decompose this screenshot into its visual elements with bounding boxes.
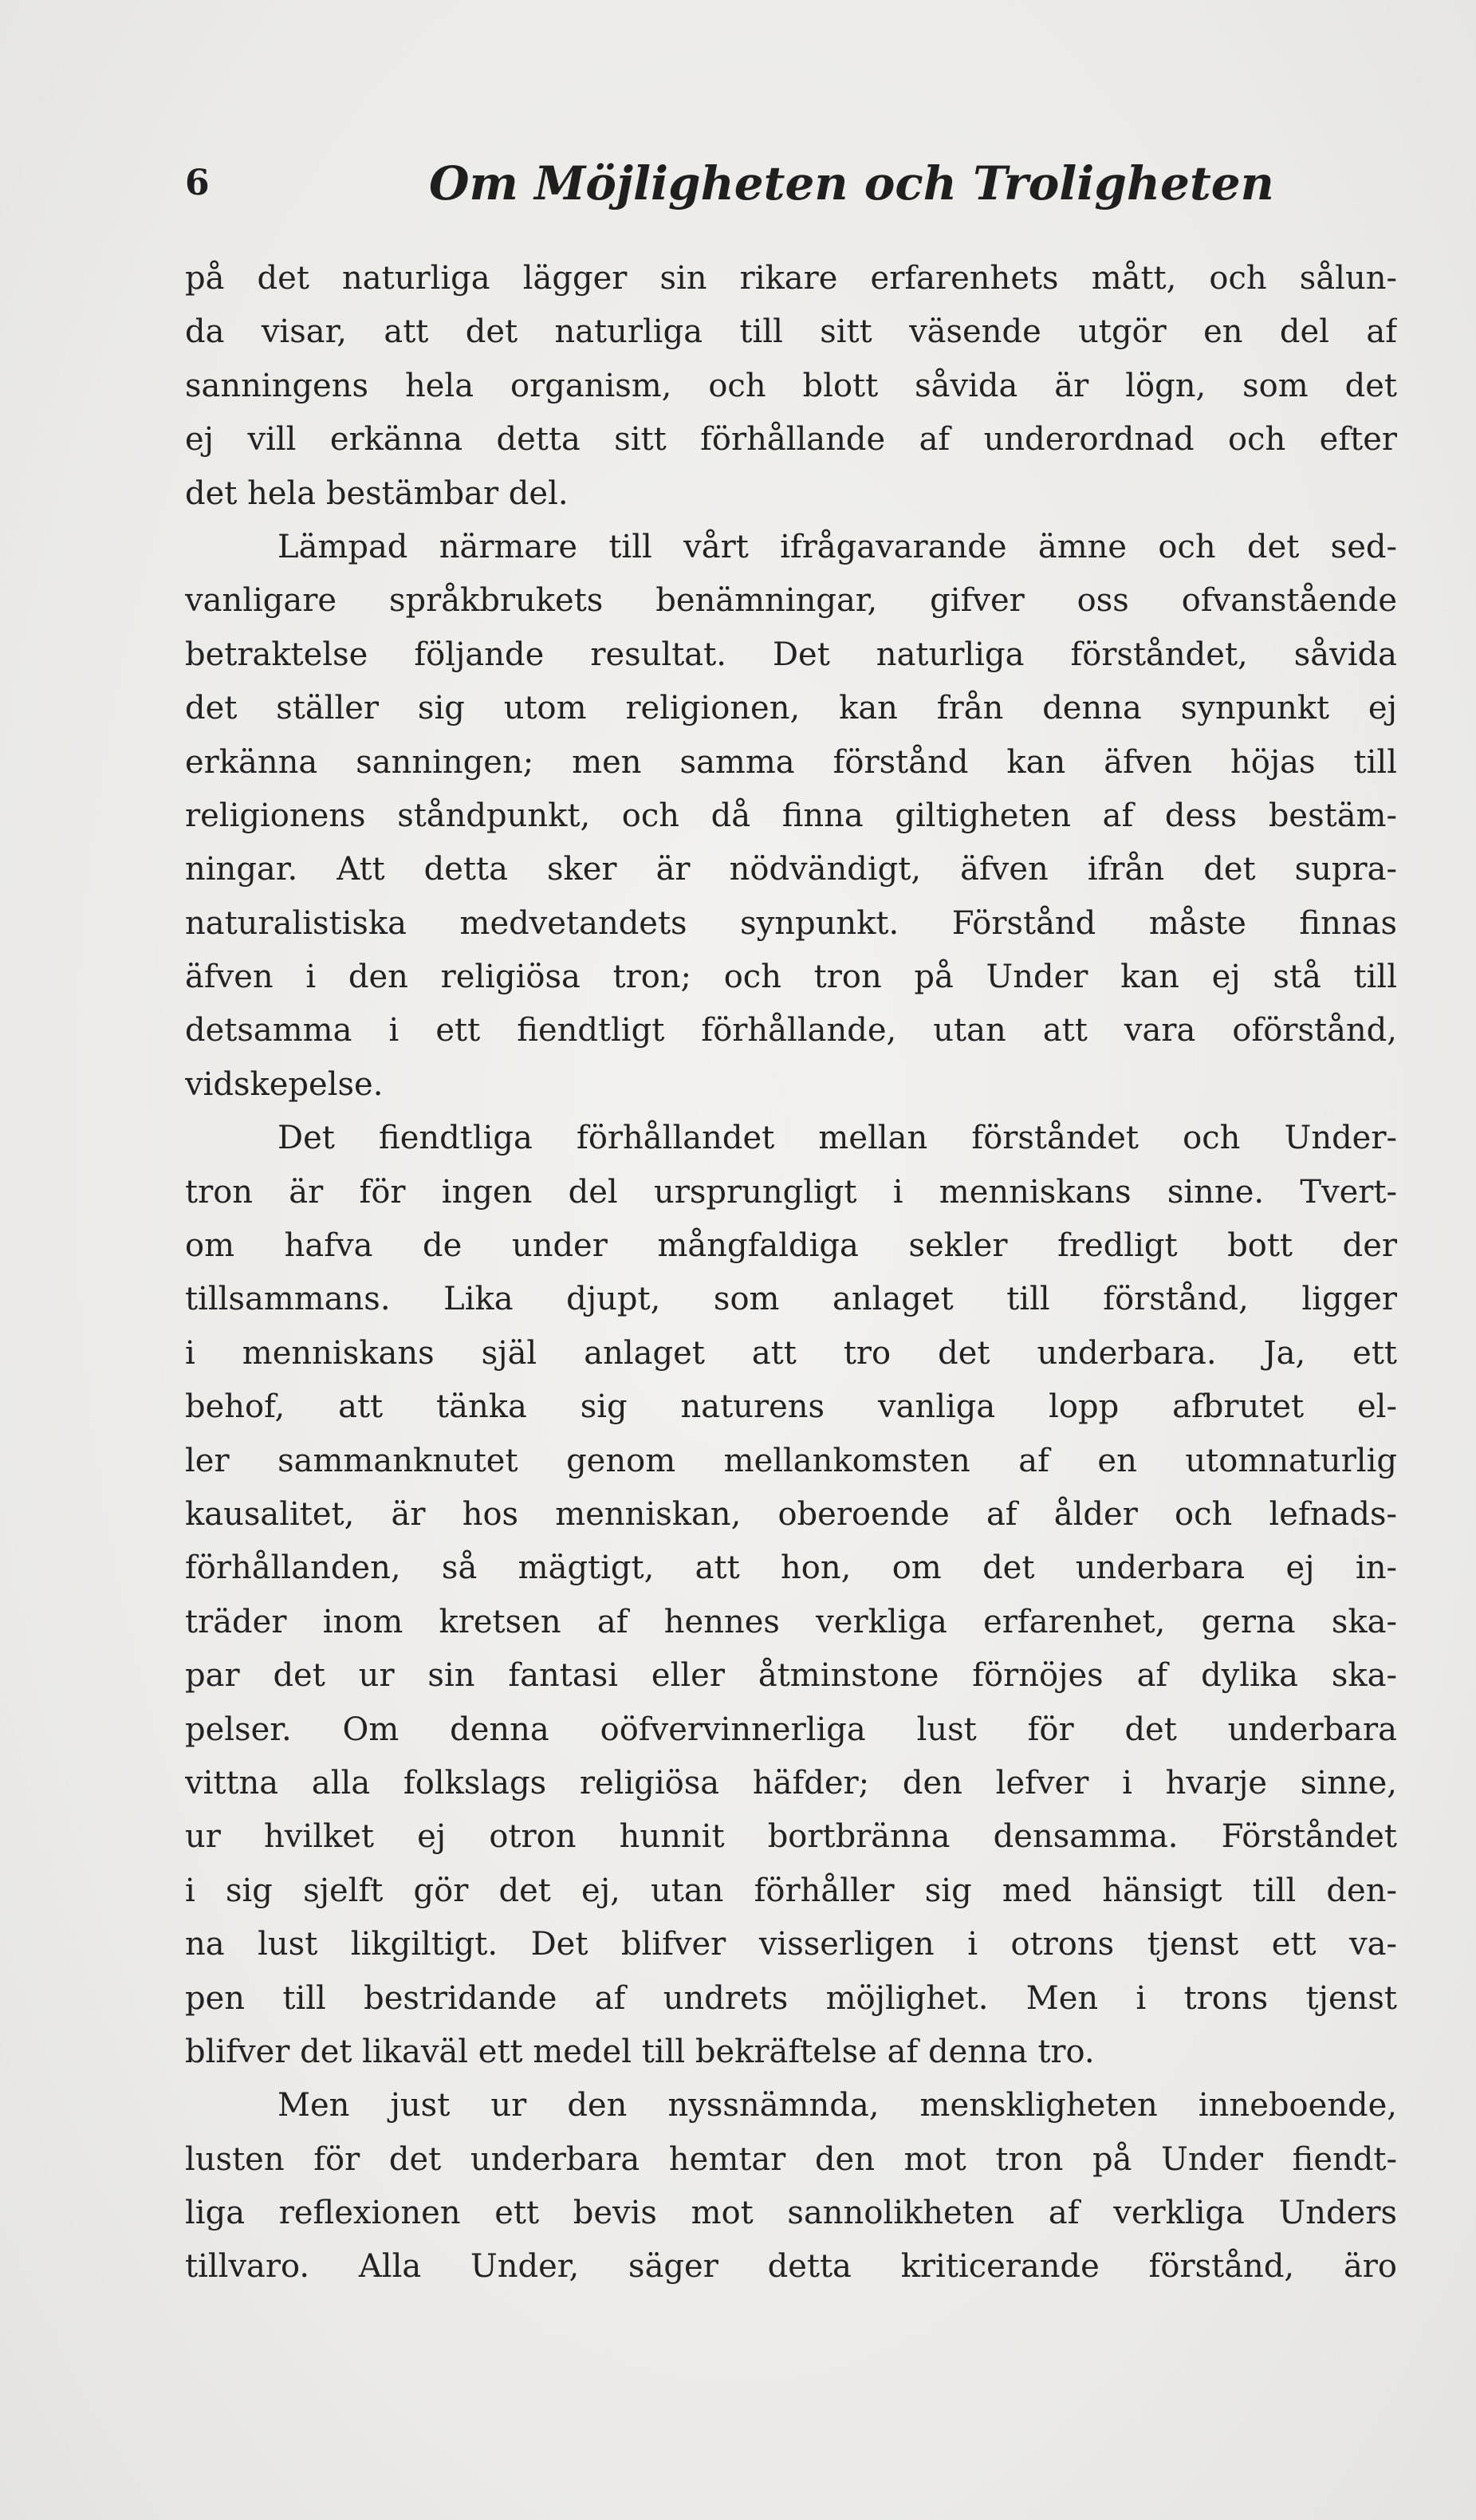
text-line: kausalitet, är hos menniskan, oberoende af ålder och lefnads-	[185, 1495, 1397, 1533]
text-line: erkänna sanningen; men samma förstånd kan äfven höjas till	[185, 743, 1397, 781]
page-header	[185, 156, 1397, 215]
text-line: liga reflexionen ett bevis mot sannolikheten af verkliga Unders	[185, 2195, 1397, 2232]
text-line: na lust likgiltigt. Det blifver visserligen i otrons tjenst ett va-	[185, 1926, 1397, 1963]
text-line: behof, att tänka sig naturens vanliga lopp afbrutet el-	[185, 1388, 1397, 1426]
text-line: pen till bestridande af undrets möjlighet. Men i trons tjenst	[185, 1979, 1397, 2017]
text-line: naturalistiska medvetandets synpunkt. Förstånd måste finnas	[185, 904, 1397, 942]
text-line: blifver det likaväl ett medel till bekräftelse af denna tro.	[185, 2033, 1095, 2070]
text-line: lusten för det underbara hemtar den mot tron på Under fiendt-	[185, 2140, 1397, 2178]
paragraph-first-line: Lämpad närmare till vårt ifrågavarande ämne och det sed-	[277, 528, 1397, 565]
text-line: förhållanden, så mägtigt, att hon, om det underbara ej in-	[185, 1549, 1397, 1587]
text-line: ningar. Att detta sker är nödvändigt, äfven ifrån det supra-	[185, 851, 1397, 888]
text-line: ler sammanknutet genom mellankomsten af en utomnaturlig	[185, 1442, 1397, 1479]
text-line: par det ur sin fantasi eller åtminstone förnöjes af dylika ska-	[185, 1657, 1397, 1695]
text-line: pelser. Om denna oöfvervinnerliga lust för det underbara	[185, 1711, 1397, 1748]
text-line: ur hvilket ej otron hunnit bortbränna densamma. Förståndet	[185, 1818, 1397, 1856]
paragraph-first-line: Det fiendtliga förhållandet mellan förståndet och Under-	[277, 1120, 1397, 1157]
body-text	[185, 252, 1397, 2294]
text-line: sanningens hela organism, och blott såvida är lögn, som det	[185, 367, 1397, 404]
paragraph-first-line: Men just ur den nyssnämnda, menskligheten inneboende,	[277, 2087, 1397, 2124]
text-line: ej vill erkänna detta sitt förhållande af underordnad och efter	[185, 421, 1397, 459]
running-head-title: Om Möjligheten och Troligheten	[429, 156, 1274, 211]
text-line: äfven i den religiösa tron; och tron på Under kan ej stå till	[185, 959, 1397, 996]
text-line: religionens ståndpunkt, och då finna giltigheten af dess bestäm-	[185, 797, 1397, 834]
text-line: om hafva de under mångfaldiga sekler fredligt bott der	[185, 1227, 1397, 1265]
text-line: i sig sjelft gör det ej, utan förhåller sig med hänsigt till den-	[185, 1872, 1397, 1909]
text-line: vittna alla folkslags religiösa häfder; den lefver i hvarje sinne,	[185, 1764, 1397, 1801]
text-line: detsamma i ett fiendtligt förhållande, utan att vara oförstånd,	[185, 1012, 1397, 1049]
text-line: i menniskans själ anlaget att tro det underbara. Ja, ett	[185, 1334, 1397, 1372]
text-line: träder inom kretsen af hennes verkliga erfarenhet, gerna ska-	[185, 1603, 1397, 1640]
text-line: det ställer sig utom religionen, kan från denna synpunkt ej	[185, 690, 1397, 727]
text-line: vanligare språkbrukets benämningar, gifver oss ofvanstående	[185, 582, 1397, 620]
text-line: betraktelse följande resultat. Det naturliga förståndet, såvida	[185, 636, 1397, 673]
text-line: vidskepelse.	[185, 1065, 384, 1103]
text-line: det hela bestämbar del.	[185, 474, 569, 512]
text-line: tron är för ingen del ursprungligt i menniskans sinne. Tvert-	[185, 1173, 1397, 1211]
text-line: på det naturliga lägger sin rikare erfarenhets mått, och sålun-	[185, 260, 1397, 297]
text-line: tillvaro. Alla Under, säger detta kriticerande förstånd, äro	[185, 2248, 1397, 2286]
text-line: da visar, att det naturliga till sitt väsende utgör en del af	[185, 313, 1397, 351]
page-number: 6	[185, 163, 210, 203]
text-line: tillsammans. Lika djupt, som anlaget till förstånd, ligger	[185, 1281, 1397, 1318]
